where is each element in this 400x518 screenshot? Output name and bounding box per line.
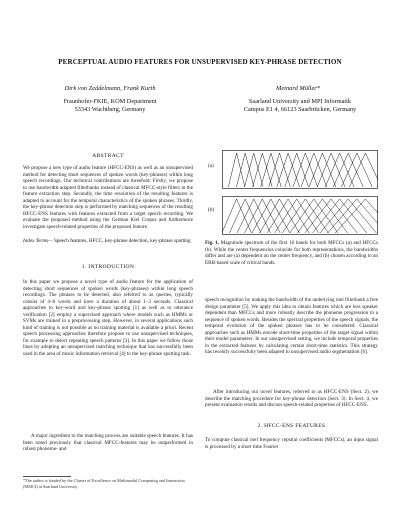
filter-band: [293, 153, 318, 187]
authors-left-affiliation: [30, 98, 190, 114]
index-terms-label: Index Terms—: [23, 238, 53, 244]
affiliation-right-line2: Campus E1 4, 66123 Saarbrücken, Germany: [243, 106, 357, 113]
index-terms: [23, 238, 193, 245]
filter-band: [282, 199, 328, 233]
hfcc-filter-bands: [222, 199, 378, 233]
right-column-paragraph-3: To compute classical mel frequency cepstral coefficients (MFCCs), an input signal is processed by a short time Fourier: [205, 437, 378, 450]
affiliation-right-line1: Saarland University and MPI Informatik: [248, 98, 352, 105]
filterbank-figure: [222, 150, 378, 236]
footnote-rule: [23, 476, 71, 477]
filter-band: [285, 153, 309, 187]
filter-band: [267, 199, 309, 233]
filter-band: [252, 199, 290, 233]
figure-caption-label: Fig. 1.: [205, 240, 219, 246]
filter-band: [297, 199, 347, 233]
authors-left-names: Dirk von Zeddelmann, Frank Kurth: [64, 85, 156, 92]
filter-band: [301, 153, 327, 187]
right-column-paragraph-1: speech recognition by making the bandwidth of the underlying mel filterbank a free design parameter [5]. We apply this idea to obtain features which are less speaker dependent than MFCCs and more robustly describe the phoneme progression in a sequence of spoken words. Besides the spectral properties of the speech signals, the temporal evolution of the spoken phrases has to be considered. Classical approaches such as HMMs encode short-time properties of the target signal within their model parameters. In our unsupervised setting, we include temporal properties in the extracted features by calculating certain short-time statistics. This strategy has recently successfully been adapted to unsupervised audio segmentation [6].: [205, 297, 378, 356]
filter-band: [320, 199, 376, 233]
authors-right-affiliation: [210, 98, 390, 114]
figure-label-a: (a): [208, 163, 214, 169]
filter-band: [290, 199, 338, 233]
introduction-paragraph-2: A major ingredient to the matching process are suitable speech features. It has been noted previously that classical MFCC-features may be outperformed in robust phoneme- and: [23, 433, 193, 453]
right-column-paragraph-2: After introducing our novel features, referred to as HFCC-ENS (Sect. 2), we describe the matching procedure for key-phrase detection (Sect. 3). In Sect. 4, we present evaluation results and discuss speech-related properties of HFCC-ENS.: [205, 389, 378, 409]
filter-band: [237, 199, 271, 233]
filter-band: [244, 153, 263, 187]
affiliation-left-line1: Fraunhofer-FKIE, KOM Department: [63, 98, 157, 105]
figure-caption-text: Magnitude spectrum of the first 16 bands for both MFCCs (a) and HFCCs (b). While the center frequencies coincide for both representations, the bandwidths differ and are (a) dependent on the center frequency, and (b) chosen according to an ERB-based scale of critical bands.: [205, 240, 378, 266]
filter-band: [277, 153, 300, 187]
footnote: *The author is funded by the Cluster of Excellence on Multimodal Computing and Interaction (MMCI) at Saarland University.: [23, 478, 185, 489]
filter-band: [228, 153, 244, 187]
filter-band: [325, 153, 354, 187]
introduction-heading: 1. INTRODUCTION: [81, 264, 135, 270]
filter-band: [349, 153, 378, 187]
abstract-text: We propose a new type of audio feature (HFCC-ENS) as well as an unsupervised method for detecting short sequences of spoken words (key-phrases) within long speech recordings. Our technical contributions are threefold: Firstly, we propose to use bandwidth-adapted filterbanks instead of classical MFCC-style filters in the feature extraction step. Secondly, the time resolution of the resulting features is adapted to account for the temporal characteristics of the spoken phrases. Thirdly, the key-phrase detection step is performed by matching sequences of the resulting HFCC-ENS features with features extracted from a target speech recording. We evaluate the proposed method using the German Kiel Corpus and furthermore investigate speech-related properties of the proposed feature.: [23, 165, 193, 230]
abstract-heading: ABSTRACT: [92, 153, 124, 159]
mfcc-filter-bands: [228, 153, 378, 187]
introduction-paragraph-1: In this paper we propose a novel type of audio feature for the application of detecting short sequences of spoken words (key-phrases) within long speech recordings. The phrases to be detected, also referred to as queries, typically consist of 4–8 words and have a duration of about 1–3 seconds. Classical approaches to key-word and key-phrase spotting [1] as well as to utterance verification [2] employ a supervised approach where models such as HMMs or SVMs are trained in a preprocessing step. However, in several applications such kind of training is not possible as no training material is available a priori. Recent speech processing approaches therefore propose to use unsupervised techniques, for example to detect repeating speech patterns [3]. In this paper we follow those lines by adopting an unsupervised matching technique that has successfully been used in the area of music information retrieval [4] to the key-phrase spotting task.: [23, 279, 193, 358]
section-2-heading: 2. HFCC-ENS FEATURES: [257, 423, 326, 429]
paper-title: PERCEPTUAL AUDIO FEATURES FOR UNSUPERVISED KEY-PHRASE DETECTION: [58, 58, 342, 66]
figure-label-b: (b): [208, 207, 215, 213]
affiliation-left-line2: 53343 Wachtberg, Germany: [74, 106, 146, 113]
filter-band: [236, 153, 254, 187]
index-terms-text: Speech features, HFCC, key-phrase detection, key-phrase spotting: [53, 238, 191, 244]
authors-right-names: Meinard Müller*: [276, 85, 320, 92]
filter-band: [305, 199, 357, 233]
figure-caption: [205, 240, 378, 266]
filter-band: [309, 153, 336, 187]
